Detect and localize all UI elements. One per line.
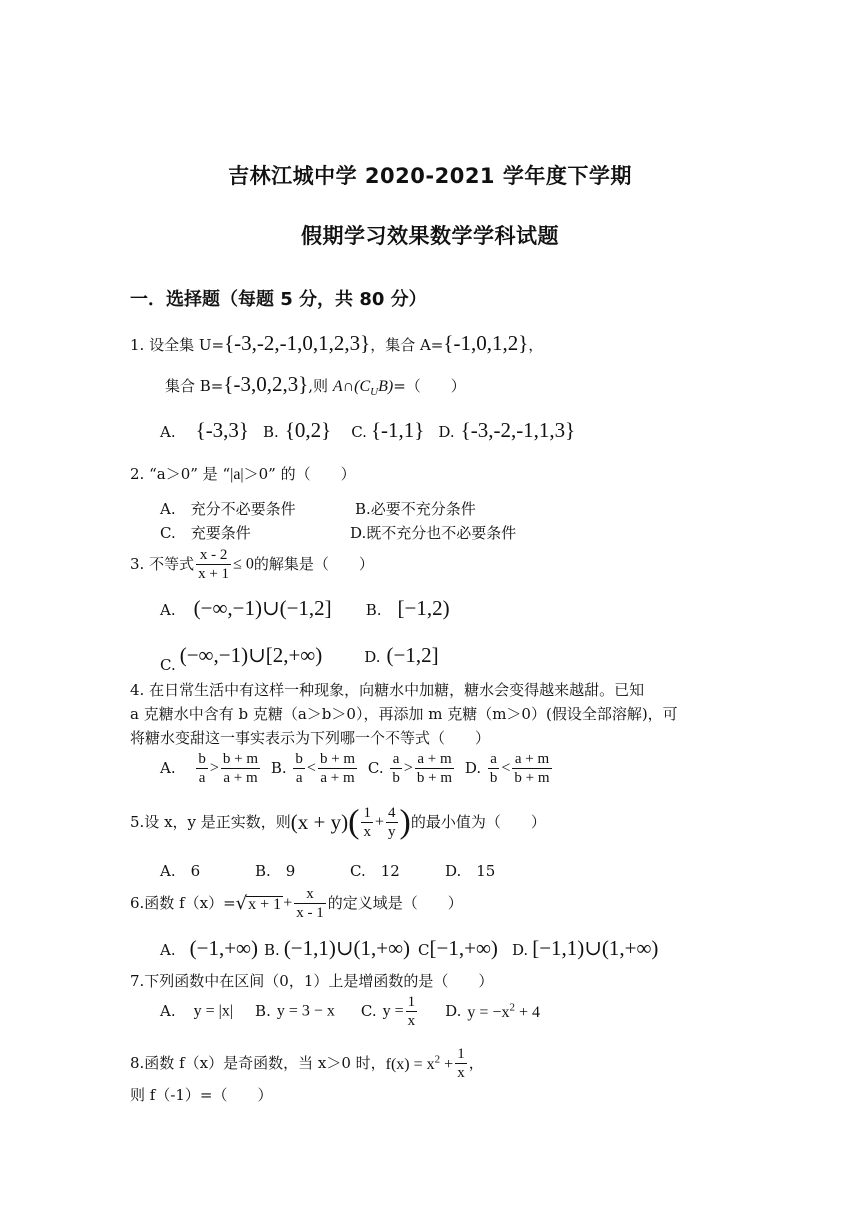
option-b: [−1,2): [397, 596, 450, 620]
question-8: 8.函数 f（x）是奇函数，当 x＞0 时，$f(x) = x^2$ + $\frac{1}{x}$ ，: [130, 1046, 484, 1081]
question-7-options: A. y = |x| B. y = 3 − x C. y = $\frac{1}{x}$ D. $y = -x^2 + 4$: [160, 994, 540, 1029]
question-5-option-a: A. 6: [160, 862, 201, 880]
option-b: y = 3 − x: [276, 1002, 335, 1020]
option-b: (−1,1)∪(1,+∞): [283, 936, 411, 960]
question-6-options: A. (−1,+∞) B. (−1,1)∪(1,+∞) C[−1,+∞) D. [−1,1)∪(1,+∞): [160, 936, 659, 960]
option-a: y = |x|: [193, 1002, 234, 1020]
option-c: (−∞,−1)∪[2,+∞): [179, 643, 323, 667]
question-1: 1. 设全集 U={-3,-2,-1,0,1,2,3}，集合 A={-1,0,1,2}，: [130, 331, 544, 355]
exam-title: 吉林江城中学 2020-2021 学年度下学期: [228, 164, 632, 188]
question-4-line1: 4. 在日常生活中有这样一种现象，向糖水中加糖，糖水会变得越来越甜。已知: [130, 681, 645, 699]
option-a: (−1,+∞): [189, 936, 259, 960]
option-d: (−1,2]: [386, 643, 439, 667]
question-2-option-a: A. 充分不必要条件: [160, 500, 296, 518]
question-1-line2: 集合 B={-3,0,2,3},则 $A\cap(C_UB)=$（ ）: [165, 372, 466, 398]
option-c: y =: [382, 1002, 404, 1020]
question-4-options: A. $\frac{b}{a}$ > $\frac{b + m}{a + m}$ B. $\frac{b}{a}$ < $\frac{b + m}{a + m}$ C. $\frac{a}{b}$ > $\frac{a + m}{b + m}$ D. $\frac{a}{b}$ < $\frac{a + m}{b + m}$: [160, 751, 550, 786]
option-c: [−1,+∞): [429, 936, 498, 960]
question-2-option-b: B.必要不充分条件: [355, 500, 476, 518]
question-4-line3: 将糖水变甜这一事实表示为下列哪一个不等式（ ）: [130, 729, 491, 747]
option-a: {-3,3}: [195, 418, 250, 442]
question-5: 5.设 x，y 是正实数，则(x + y)( $\frac{1}{x}$ + $\frac{4}{y}$ )的最小值为（ ）: [130, 803, 546, 841]
question-5-option-b: B. 9: [255, 862, 296, 880]
question-1-options: A. {-3,3} B. {0,2} C. {-1,1} D. {-3,-2,-1,1,3}: [160, 418, 576, 442]
question-8-line2: 则 f（-1）=（ ）: [130, 1086, 273, 1104]
option-d: {-3,-2,-1,1,3}: [460, 418, 576, 442]
question-3-options-row1: A. (−∞,−1)∪(−1,2] B. [−1,2): [160, 596, 450, 620]
option-c: {-1,1}: [370, 418, 425, 442]
question-4-line2: a 克糖水中含有 b 克糖（a＞b＞0），再添加 m 克糖（m＞0）(假设全部溶解)，可: [130, 705, 678, 723]
question-5-option-c: C. 12: [350, 862, 400, 880]
question-2: 2. “a＞0” 是 “|a|＞0” 的（ ）: [130, 465, 356, 483]
question-7: 7.下列函数中在区间（0，1）上是增函数的是（ ）: [130, 972, 494, 990]
question-3: 3. 不等式 $\frac{x - 2}{x + 1}$ ≤ 0的解集是（ ）: [130, 547, 374, 582]
option-d: $y = -x^2 + 4$: [467, 1001, 540, 1021]
question-6: 6.函数 f（x）=√x + 1 + $\frac{x}{x - 1}$ 的定义域是（ ）: [130, 886, 463, 921]
question-2-option-c: C. 充要条件: [160, 524, 251, 542]
question-5-option-d: D. 15: [445, 862, 496, 880]
exam-subtitle: 假期学习效果数学学科试题: [301, 224, 559, 248]
option-a: (−∞,−1)∪(−1,2]: [193, 596, 332, 620]
section-heading: 一．选择题（每题 5 分，共 80 分）: [130, 289, 427, 310]
question-3-options-row2: C. (−∞,−1)∪[2,+∞) D. (−1,2]: [160, 643, 439, 674]
question-2-option-d: D.既不充分也不必要条件: [350, 524, 517, 542]
option-d: [−1,1)∪(1,+∞): [532, 936, 659, 960]
option-b: {0,2}: [284, 418, 332, 442]
